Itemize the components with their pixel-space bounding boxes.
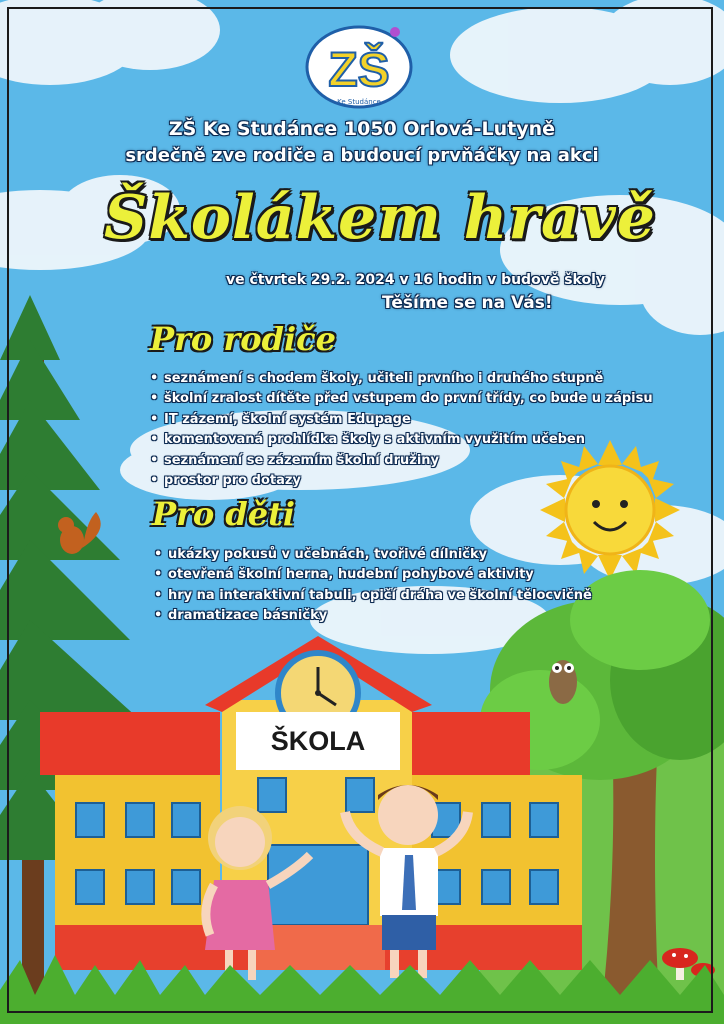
parents-heading: Pro rodiče xyxy=(150,320,336,358)
list-item: • hry na interaktivní tabuli, opičí dráha ve školní tělocvičně xyxy=(154,586,592,606)
list-item: • školní zralost dítěte před vstupem do první třídy, co bude u zápisu xyxy=(150,389,653,409)
event-date-line: ve čtvrtek 29.2. 2024 v 16 hodin v budově školy xyxy=(226,272,605,288)
logo-ring-text: Ke Studánce xyxy=(337,98,381,106)
greeting: Těšíme se na Vás! xyxy=(382,293,553,313)
event-title: Školákem hravě xyxy=(104,183,656,253)
kids-list xyxy=(154,545,592,627)
owl-icon xyxy=(549,660,577,704)
list-item: • seznámení se zázemím školní družiny xyxy=(150,451,653,471)
list-item: • dramatizace básničky xyxy=(154,606,592,626)
list-item: • seznámení s chodem školy, učiteli prvního i druhého stupně xyxy=(150,369,653,389)
invitation-line: srdečně zve rodiče a budoucí prvňáčky na akci xyxy=(125,145,599,166)
list-item: • otevřená školní herna, hudební pohybové aktivity xyxy=(154,565,592,585)
school-sign: ŠKOLA xyxy=(236,712,400,770)
parents-list xyxy=(150,369,653,491)
list-item: • komentovaná prohlídka školy s aktivním využitím učeben xyxy=(150,430,653,450)
list-item: • IT zázemí, školní systém Edupage xyxy=(150,410,653,430)
school-logo xyxy=(303,24,415,110)
kids-heading: Pro děti xyxy=(152,495,296,533)
list-item: • ukázky pokusů v učebnách, tvořivé dílničky xyxy=(154,545,592,565)
school-name: ZŠ Ke Studánce 1050 Orlová-Lutyně xyxy=(168,118,556,140)
list-item: • prostor pro dotazy xyxy=(150,471,653,491)
logo-text: ZŠ xyxy=(328,44,390,97)
